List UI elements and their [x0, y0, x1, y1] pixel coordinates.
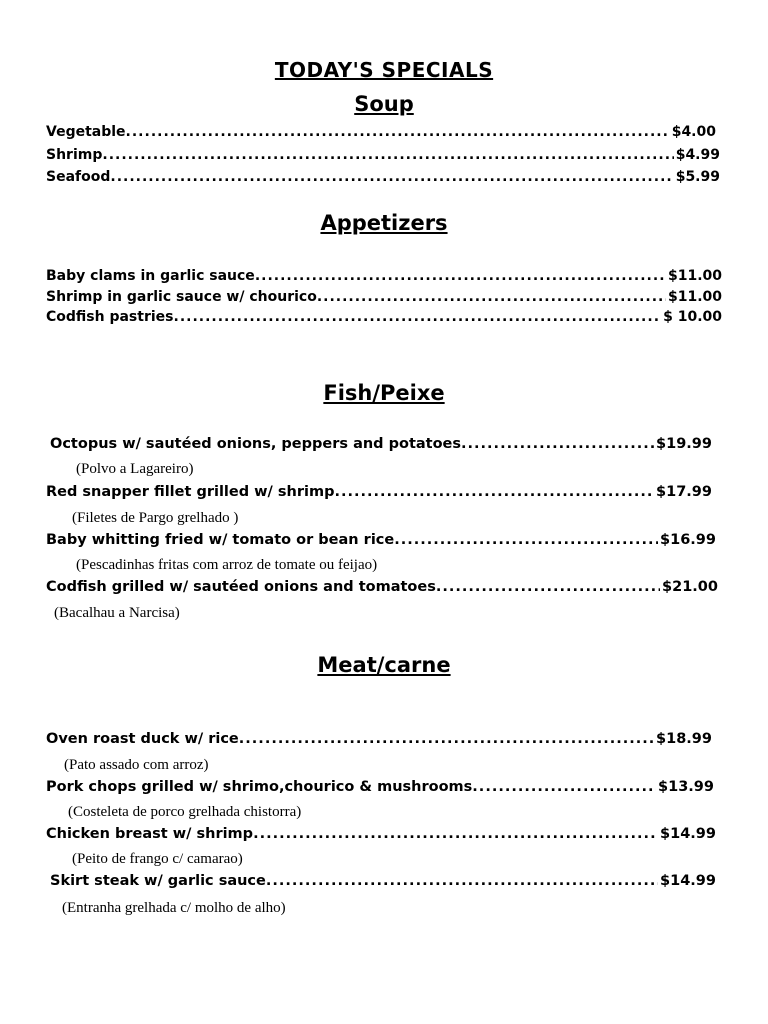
item-translation: (Filetes de Pargo grelhado ): [72, 510, 239, 526]
fish-heading: Fish/Peixe: [323, 381, 445, 405]
dot-leader: [266, 873, 658, 889]
item-price: $4.00: [671, 124, 716, 140]
dot-leader: [317, 289, 666, 305]
dot-leader: [255, 268, 666, 284]
item-price: $14.99: [660, 873, 716, 889]
dot-leader: [436, 579, 660, 595]
item-translation: (Pato assado com arroz): [64, 757, 209, 773]
menu-item: [46, 268, 722, 288]
menu-item: [50, 873, 716, 895]
dot-leader: [174, 309, 662, 325]
item-price: $5.99: [675, 169, 720, 185]
page-title: TODAY'S SPECIALS: [274, 58, 494, 82]
item-translation: (Polvo a Lagareiro): [76, 461, 194, 477]
item-name: Skirt steak w/ garlic sauce: [50, 873, 266, 889]
item-translation: (Bacalhau a Narcisa): [54, 605, 180, 621]
dot-leader: [126, 124, 670, 140]
dot-leader: [253, 826, 658, 842]
dot-leader: [472, 779, 656, 795]
soup-heading: Soup: [354, 92, 414, 116]
item-price: $11.00: [667, 289, 722, 305]
dot-leader: [239, 731, 654, 747]
item-name: Octopus w/ sautéed onions, peppers and potatoes: [50, 436, 462, 452]
dot-leader: [334, 484, 654, 500]
meat-heading: Meat/carne: [317, 653, 451, 677]
dot-leader: [110, 169, 673, 185]
menu-item: [46, 289, 722, 309]
item-name: Pork chops grilled w/ shrimo,chourico & mushrooms: [46, 779, 473, 795]
menu-item: [46, 169, 720, 189]
dot-leader: [394, 532, 658, 548]
item-name: Shrimp in garlic sauce w/ chourico: [46, 289, 317, 305]
item-price: $11.00: [667, 268, 722, 284]
item-price: $4.99: [675, 147, 720, 163]
item-name: Red snapper fillet grilled w/ shrimp: [46, 484, 335, 500]
menu-item: [46, 532, 716, 554]
item-price: $ 10.00: [663, 309, 722, 325]
menu-item: [46, 147, 720, 167]
item-translation: (Costeleta de porco grelhada chistorra): [68, 804, 302, 820]
menu-item: [46, 779, 714, 801]
item-price: $17.99: [656, 484, 712, 500]
item-name: Seafood: [46, 169, 111, 185]
item-price: $14.99: [660, 826, 716, 842]
item-price: $13.99: [658, 779, 714, 795]
menu-item: [46, 309, 722, 329]
item-name: Vegetable: [46, 124, 126, 140]
item-name: Chicken breast w/ shrimp: [46, 826, 254, 842]
item-name: Codfish pastries: [46, 309, 174, 325]
dot-leader: [461, 436, 654, 452]
item-name: Baby clams in garlic sauce: [46, 268, 255, 284]
item-price: $16.99: [660, 532, 716, 548]
item-name: Codfish grilled w/ sautéed onions and tomatoes: [46, 579, 436, 595]
dot-leader: [102, 147, 673, 163]
item-name: Baby whitting fried w/ tomato or bean rice: [46, 532, 395, 548]
menu-item: [46, 731, 712, 753]
menu-item: [46, 484, 712, 506]
item-price: $21.00: [662, 579, 718, 595]
item-name: Oven roast duck w/ rice: [46, 731, 239, 747]
item-translation: (Pescadinhas fritas com arroz de tomate ou feijao): [76, 557, 378, 573]
menu-item: [46, 124, 716, 144]
menu-item: [46, 826, 716, 848]
item-name: Shrimp: [46, 147, 103, 163]
menu-item: [46, 579, 718, 601]
item-price: $18.99: [656, 731, 712, 747]
item-price: $19.99: [656, 436, 712, 452]
appetizers-heading: Appetizers: [320, 211, 448, 235]
item-translation: (Peito de frango c/ camarao): [72, 851, 243, 867]
item-translation: (Entranha grelhada c/ molho de alho): [62, 900, 286, 916]
menu-item: [50, 436, 712, 458]
